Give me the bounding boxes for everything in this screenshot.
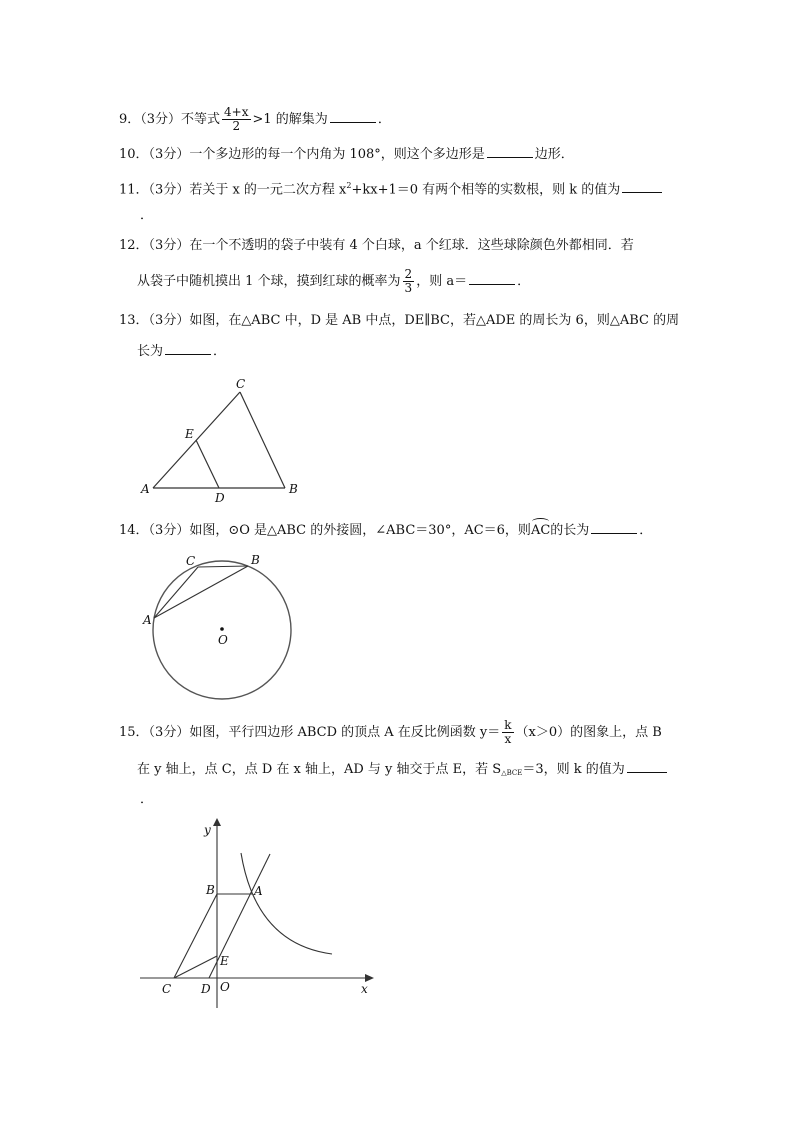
label-d: D: [215, 491, 225, 505]
answer-blank[interactable]: [591, 521, 637, 534]
label-c: C: [162, 982, 172, 996]
coordinate-figure: [140, 818, 380, 1010]
circle-figure: [135, 548, 305, 706]
question-15-line2: 在 y 轴上，点 C，点 D 在 x 轴上，AD 与 y 轴交于点 E，若 $S_{\triangle BCE}=3$，则 k 的值为: [137, 760, 669, 783]
label-a: A: [141, 482, 150, 496]
answer-blank[interactable]: [487, 145, 533, 158]
label-o: O: [218, 633, 228, 647]
arc-ac: AC: [531, 521, 550, 541]
q12-fraction: $\frac{2}{3}$: [404, 267, 413, 295]
question-14: 14．（3分）如图，⊙O 是△ABC 的外接圆，∠ABC＝30°，AC＝6，则AC的长为 ．: [119, 521, 652, 541]
label-b: B: [289, 482, 298, 496]
label-o: O: [220, 980, 230, 994]
segment-ac: [154, 567, 198, 618]
answer-blank[interactable]: [627, 760, 667, 773]
answer-blank[interactable]: [330, 110, 376, 123]
segment-ab: [154, 566, 248, 618]
answer-blank[interactable]: [622, 180, 662, 193]
label-c: C: [186, 554, 196, 568]
question-9: 9．（3分）不等式 $\frac{4+x}{2}$ >1 的解集为 ．: [119, 105, 391, 133]
segment-de: [196, 440, 219, 488]
question-13-line2: 长为 ．: [137, 344, 227, 359]
question-10: 10．（3分）一个多边形的每一个内角为 108°，则这个多边形是 边形．: [119, 147, 574, 162]
label-b: B: [206, 883, 215, 897]
label-x: x: [361, 982, 368, 996]
label-b: B: [251, 553, 260, 567]
question-12-line2: 从袋子中随机摸出 1 个球，摸到红球的概率为 $\frac{2}{3}$ ，则 a＝ ．: [137, 267, 531, 295]
center-point: [220, 627, 224, 631]
label-a: A: [254, 884, 263, 898]
triangle-figure: [135, 372, 315, 507]
label-c: C: [236, 377, 246, 391]
y-arrow-icon: [213, 818, 221, 826]
hyperbola-curve: [241, 853, 332, 954]
x-arrow-icon: [365, 974, 374, 982]
segment-bc: [240, 392, 285, 488]
answer-blank[interactable]: [469, 272, 515, 285]
question-15-line1: 15．（3分）如图，平行四边形 ABCD 的顶点 A 在反比例函数 y＝ $\frac{k}{x}$ （x＞0）的图象上，点 B: [119, 718, 662, 746]
q9-text: 9．（3分）不等式: [119, 112, 221, 127]
segment-cb: [198, 566, 248, 567]
question-12-line1: 12．（3分）在一个不透明的袋子中装有 4 个白球，a 个红球．这些球除颜色外都相同．若: [119, 238, 634, 253]
question-11-end: ．: [140, 208, 154, 223]
label-e: E: [220, 954, 229, 968]
label-d: D: [201, 982, 211, 996]
question-15-end: ．: [140, 792, 154, 807]
q9-fraction: $\frac{4+x}{2}$: [224, 105, 249, 133]
label-a: A: [143, 613, 152, 627]
answer-blank[interactable]: [165, 342, 211, 355]
label-e: E: [185, 427, 194, 441]
question-11: 11．（3分）若关于 x 的一元二次方程 $x^2+kx+1=0$ 有两个相等的实数根，则 k 的值为: [119, 176, 664, 200]
q15-fraction: $\frac{k}{x}$: [504, 718, 512, 746]
segment-cb: [174, 894, 217, 978]
segment-da: [209, 854, 270, 978]
label-y: y: [204, 823, 211, 837]
question-13-line1: 13．（3分）如图，在△ABC 中，D 是 AB 中点，DE∥BC，若△ADE 的周长为 6，则△ABC 的周: [119, 313, 680, 328]
